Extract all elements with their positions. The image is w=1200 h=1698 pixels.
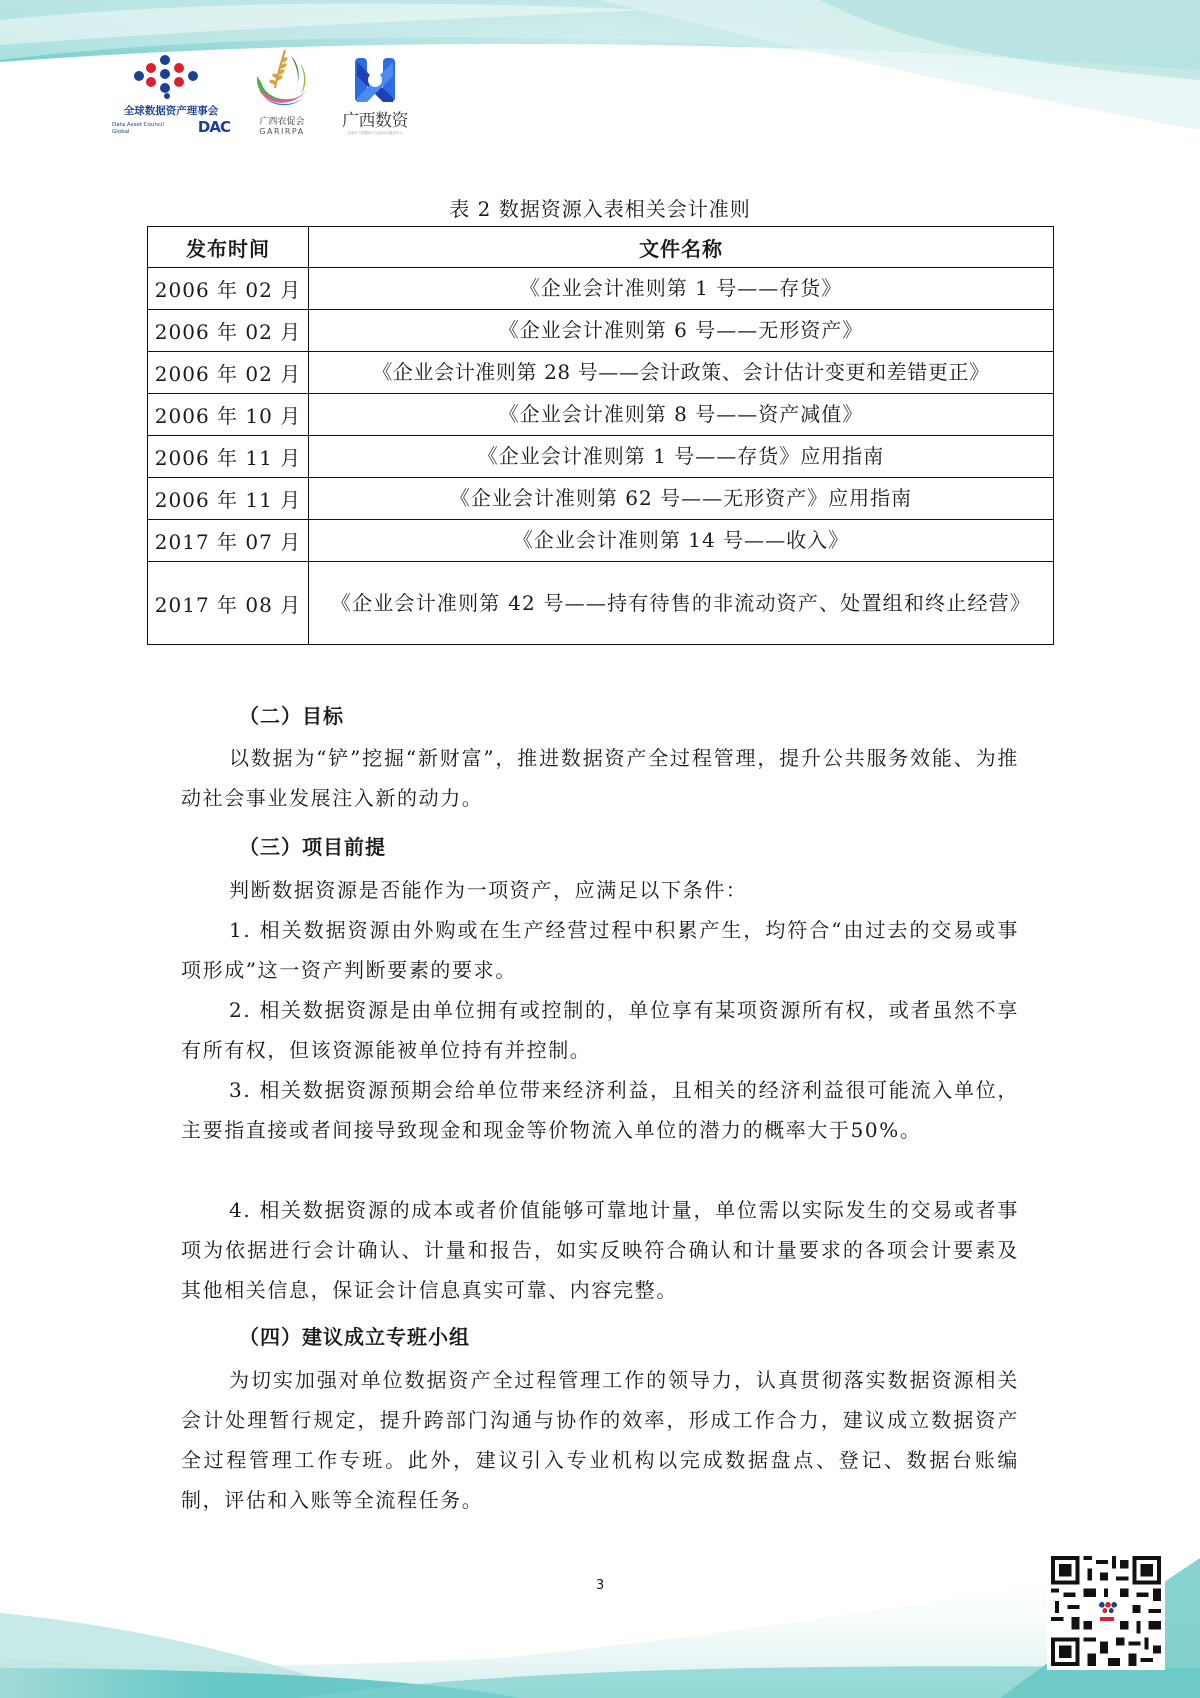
table-cell-name: 《企业会计准则第 62 号——无形资产》应用指南 bbox=[309, 478, 1054, 520]
column-header-name: 文件名称 bbox=[309, 227, 1054, 268]
table-cell-name: 《企业会计准则第 6 号——无形资产》 bbox=[309, 310, 1054, 352]
table-row bbox=[148, 394, 1054, 436]
paragraph-goal: 以数据为“铲”挖掘“新财富”，推进数据资产全过程管理，提升公共服务效能、为推动社会事业发展注入新的动力。 bbox=[181, 746, 1019, 810]
table-caption: 表 2 数据资源入表相关会计准则 bbox=[449, 197, 751, 221]
table-row bbox=[148, 268, 1054, 310]
table-cell-date: 2006 年 11 月 bbox=[148, 436, 309, 478]
table-cell-name: 《企业会计准则第 1 号——存货》应用指南 bbox=[309, 436, 1054, 478]
garirpa-chinese-name: 广西农促会 bbox=[259, 117, 305, 127]
table-cell-date: 2006 年 02 月 bbox=[148, 268, 309, 310]
paragraph-premise-item-4: 4. 相关数据资源的成本或者价值能够可靠地计量，单位需以实际发生的交易或者事项为依据进行会计确认、计量和报告，如实反映符合确认和计量要求的各项会计要素及其他相关信息，保证会计信息真实可靠、内容完整。 bbox=[181, 1198, 1019, 1302]
section-heading-premise: （三）项目前提 bbox=[239, 835, 386, 859]
qr-code-icon[interactable] bbox=[1047, 1552, 1165, 1670]
table-cell-date: 2017 年 07 月 bbox=[148, 520, 309, 562]
table-row bbox=[148, 352, 1054, 394]
guangxi-data-asset-logo bbox=[334, 56, 416, 136]
table-cell-date: 2017 年 08 月 bbox=[148, 562, 309, 645]
table-cell-date: 2006 年 02 月 bbox=[148, 310, 309, 352]
table-row bbox=[148, 562, 1054, 645]
table-row bbox=[148, 310, 1054, 352]
table-cell-name: 《企业会计准则第 28 号——会计政策、会计估计变更和差错更正》 bbox=[309, 352, 1054, 394]
table-cell-date: 2006 年 10 月 bbox=[148, 394, 309, 436]
table-cell-name: 《企业会计准则第 14 号——收入》 bbox=[309, 520, 1054, 562]
table-row bbox=[148, 478, 1054, 520]
header-logos bbox=[112, 36, 416, 136]
dac-dots-icon bbox=[134, 53, 208, 99]
section-heading-goal: （二）目标 bbox=[239, 704, 344, 728]
guangxi-data-asset-subtitle: 全国首个数据资产运营综合服务中心 bbox=[347, 131, 403, 135]
page-number: 3 bbox=[596, 1578, 605, 1593]
table-cell-date: 2006 年 02 月 bbox=[148, 352, 309, 394]
dac-chinese-name: 全球数据资产理事会 bbox=[123, 105, 219, 117]
accounting-standards-table bbox=[147, 226, 1054, 645]
paragraph-premise-item-3: 3. 相关数据资源预期会给单位带来经济利益，且相关的经济利益很可能流入单位，主要指直接或者间接导致现金和现金等价物流入单位的潜力的概率大于50%。 bbox=[181, 1078, 1019, 1142]
table-cell-name: 《企业会计准则第 42 号——持有待售的非流动资产、处置组和终止经营》 bbox=[309, 562, 1054, 645]
table-cell-date: 2006 年 11 月 bbox=[148, 478, 309, 520]
dac-logo bbox=[112, 53, 230, 136]
table-header-row bbox=[148, 227, 1054, 268]
gx-data-mark-icon bbox=[353, 56, 397, 104]
garirpa-english-name: GARIRPA bbox=[259, 127, 305, 136]
table-row bbox=[148, 520, 1054, 562]
table-row bbox=[148, 436, 1054, 478]
footer-wave-decoration bbox=[0, 1518, 1200, 1698]
paragraph-premise-item-2: 2. 相关数据资源是由单位拥有或控制的，单位享有某项资源所有权，或者虽然不享有所有权，但该资源能被单位持有并控制。 bbox=[181, 998, 1019, 1062]
paragraph-team: 为切实加强对单位数据资产全过程管理工作的领导力，认真贯彻落实数据资源相关会计处理暂行规定，提升跨部门沟通与协作的效率，形成工作合力，建议成立数据资产全过程管理工作专班。此外，建议引入专业机构以完成数据盘点、登记、数据台账编制，评估和入账等全流程任务。 bbox=[181, 1368, 1019, 1512]
column-header-date: 发布时间 bbox=[148, 227, 309, 268]
guangxi-data-asset-name: 广西数资 bbox=[342, 111, 408, 131]
dac-english-name: Data Asset Council Global bbox=[112, 122, 164, 135]
garirpa-logo bbox=[248, 46, 316, 136]
paragraph-premise-item-1: 1. 相关数据资源由外购或在生产经营过程中积累产生，均符合“由过去的交易或事项形成”这一资产判断要素的要求。 bbox=[181, 918, 1019, 982]
paragraph-premise-intro: 判断数据资源是否能作为一项资产，应满足以下条件： bbox=[229, 878, 748, 902]
table-cell-name: 《企业会计准则第 8 号——资产减值》 bbox=[309, 394, 1054, 436]
dac-abbreviation: DAC bbox=[197, 118, 230, 136]
section-heading-team: （四）建议成立专班小组 bbox=[239, 1325, 470, 1349]
table-cell-name: 《企业会计准则第 1 号——存货》 bbox=[309, 268, 1054, 310]
wheat-swirl-icon bbox=[251, 46, 313, 112]
